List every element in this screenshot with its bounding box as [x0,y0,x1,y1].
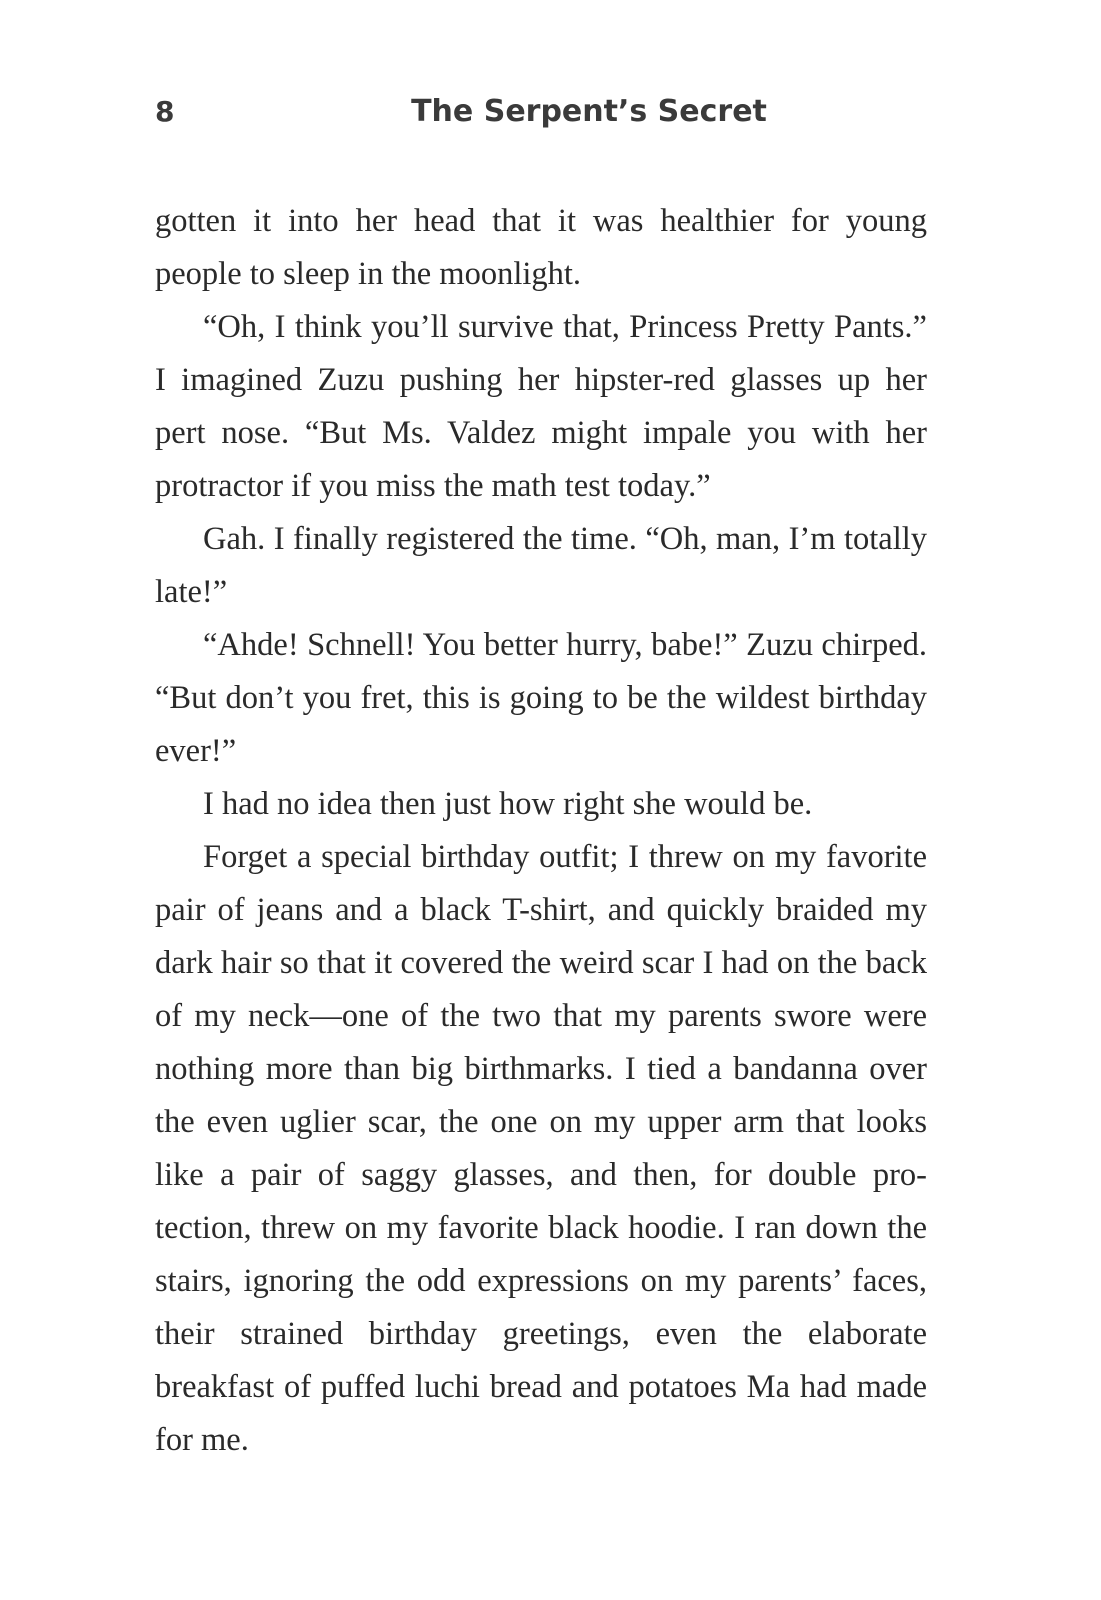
paragraph-continuation: gotten it into her head that it was healthier for young people to sleep in the moonlight. [155,203,927,292]
paragraph: “Oh, I think you’ll survive that, Princess Pretty Pants.” I imagined Zuzu pushing her hipster-red glasses up her pert nose. “But Ms. Valdez might impale you with her protractor if you miss the math test today.” [155,309,927,504]
body-text [155,195,927,1467]
page-number: 8 [155,95,175,128]
running-head [155,92,943,132]
book-title: The Serpent’s Secret [411,94,767,129]
paragraph: “Ahde! Schnell! You better hurry, babe!” Zuzu chirped. “But don’t you fret, this is going to be the wildest birthday ever!” [155,627,927,769]
paragraph: Forget a special birthday outfit; I threw on my favorite pair of jeans and a black T-shirt, and quickly braided my dark hair so that it covered the weird scar I had on the back of my neck—one of the two that my parents swore were nothing more than big birthmarks. I tied a bandanna over the even uglier scar, the one on my upper arm that looks like a pair of saggy glasses, and then, for double protection, threw on my favorite black hoodie. I ran down the stairs, ignoring the odd expressions on my parents’ faces, their strained birthday greetings, even the elaborate breakfast of puffed luchi bread and potatoes Ma had made for me. [155,839,927,1458]
paragraph: I had no idea then just how right she would be. [203,786,813,822]
paragraph: Gah. I finally registered the time. “Oh, man, I’m totally late!” [155,521,927,610]
